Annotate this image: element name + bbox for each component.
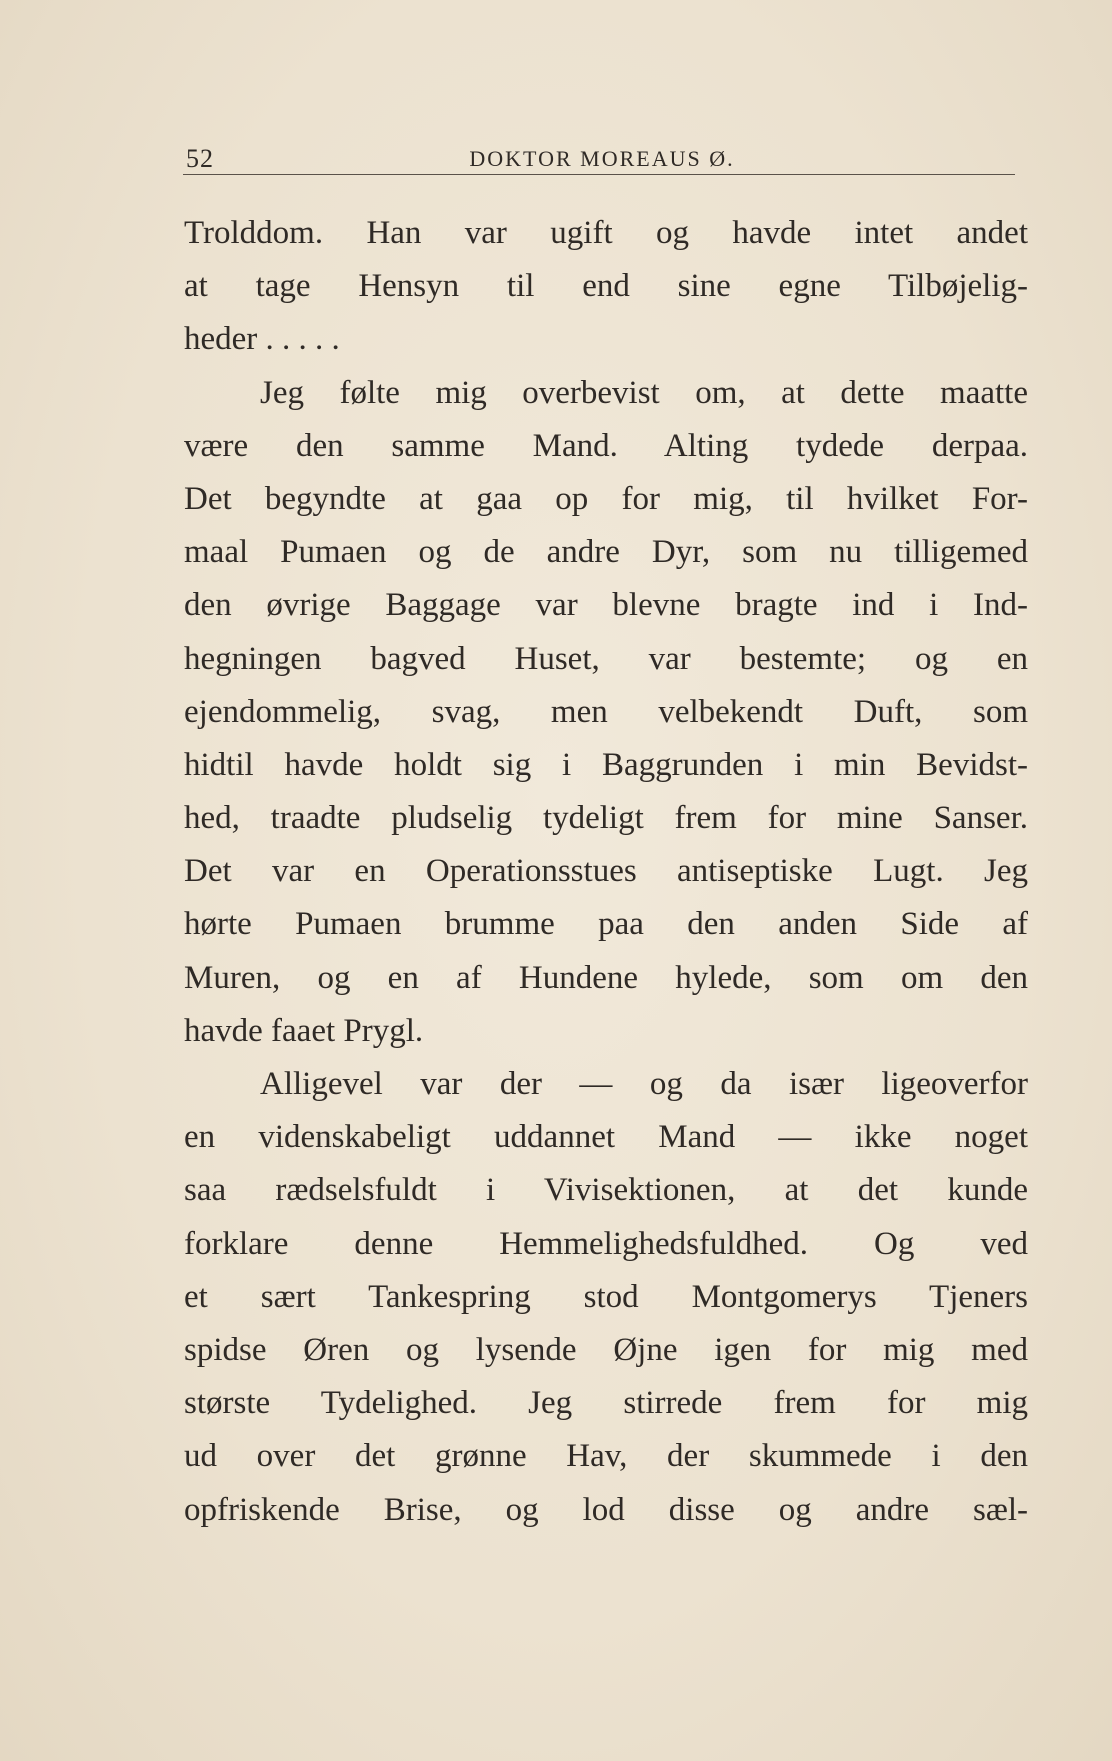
paragraph-first-line: Alligevel var der — og da især ligeoverfor [260,1066,1028,1102]
text-line: hed, traadte pludselig tydeligt frem for mine Sanser. [184,800,1028,837]
text-line: største Tydelighed. Jeg stirrede frem for mig [184,1385,1028,1422]
text-line: en videnskabeligt uddannet Mand — ikke noget [184,1119,1028,1156]
text-line: heder . . . . . [184,321,340,358]
text-line: Trolddom. Han var ugift og havde intet andet [184,215,1028,251]
text-line: opfriskende Brise, og lod disse og andre sæl- [184,1491,1028,1528]
text-line: havde faaet Prygl. [184,1012,424,1049]
text-line: være den samme Mand. Alting tydede derpaa. [184,427,1028,464]
body-text [184,207,1028,1537]
page-header [186,136,1018,176]
paragraph-first-line: Jeg følte mig overbevist om, at dette maatte [260,374,1028,411]
text-line: ejendommelig, svag, men velbekendt Duft, som [184,693,1028,730]
text-line: saa rædselsfuldt i Vivisektionen, at det kunde [184,1172,1028,1209]
text-line: den øvrige Baggage var blevne bragte ind i Ind- [184,587,1028,624]
page-number: 52 [186,144,214,173]
text-line: hørte Pumaen brumme paa den anden Side af [184,906,1028,943]
header-rule [183,174,1015,175]
text-line: at tage Hensyn til end sine egne Tilbøjelig- [184,268,1028,305]
text-line: hegningen bagved Huset, var bestemte; og en [184,640,1028,677]
text-line: Det begyndte at gaa op for mig, til hvilket For- [184,480,1028,517]
text-line: forklare denne Hemmelighedsfuldhed. Og ved [184,1225,1028,1262]
running-title: DOKTOR MOREAUS Ø. [469,146,735,171]
text-line: hidtil havde holdt sig i Baggrunden i min Bevidst- [184,746,1028,783]
text-line: maal Pumaen og de andre Dyr, som nu tilligemed [184,534,1028,571]
text-line: Det var en Operationsstues antiseptiske Lugt. Jeg [184,853,1028,890]
text-line: Muren, og en af Hundene hylede, som om den [184,959,1028,996]
text-line: ud over det grønne Hav, der skummede i den [184,1438,1028,1475]
text-line: spidse Øren og lysende Øjne igen for mig med [184,1331,1028,1368]
text-line: et sært Tankespring stod Montgomerys Tjeners [184,1278,1028,1315]
